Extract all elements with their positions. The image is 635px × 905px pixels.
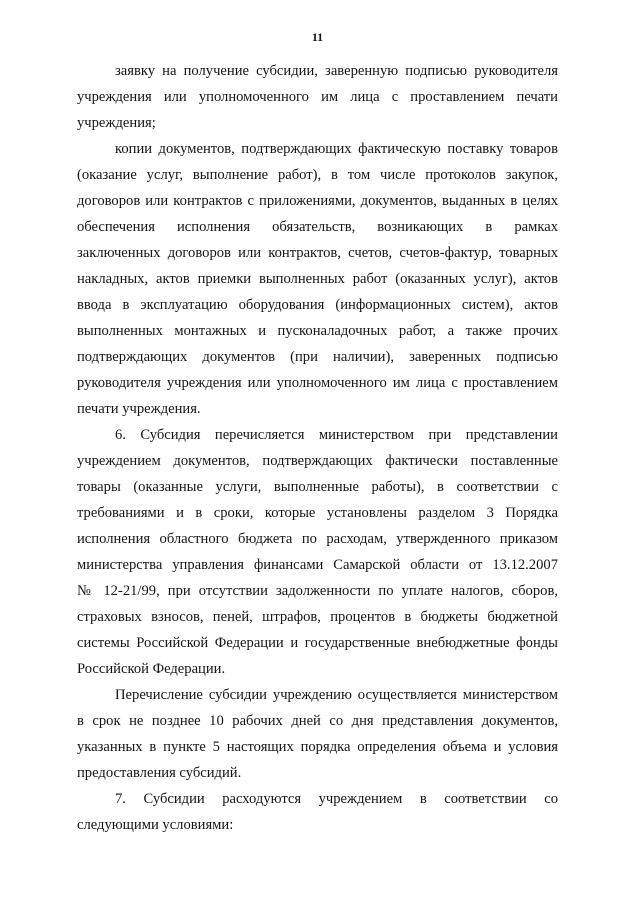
text-line: учреждения; xyxy=(77,115,156,131)
text-line: подтверждающих документов (при наличии), заверенных подписью xyxy=(77,349,558,365)
text-line: системы Российской Федерации и государственные внебюджетные фонды xyxy=(77,635,558,651)
text-line: Российской Федерации. xyxy=(77,661,226,677)
text-line: заявку на получение субсидии, заверенную подписью руководителя xyxy=(115,63,558,79)
text-line: накладных, актов приемки выполненных работ (оказанных услуг), актов xyxy=(77,271,558,287)
text-line: заключенных договоров или контрактов, счетов, счетов-фактур, товарных xyxy=(77,245,558,261)
text-line: исполнения областного бюджета по расходам, утвержденного приказом xyxy=(77,531,558,547)
text-line: договоров или контрактов с приложениями, документов, выданных в целях xyxy=(77,193,558,209)
text-line: требованиями и в сроки, которые установлены разделом 3 Порядка xyxy=(77,505,558,521)
text-line: печати учреждения. xyxy=(77,401,201,417)
text-line: руководителя учреждения или уполномоченного им лица с проставлением xyxy=(77,375,558,391)
text-line: обеспечения исполнения обязательств, возникающих в рамках xyxy=(77,219,558,235)
text-line: следующими условиями: xyxy=(77,817,234,833)
text-line: страховых взносов, пеней, штрафов, процентов в бюджеты бюджетной xyxy=(77,609,558,625)
text-line: 7. Субсидии расходуются учреждением в соответствии со xyxy=(115,791,558,807)
text-line: 6. Субсидия перечисляется министерством при представлении xyxy=(115,427,558,443)
text-line: учреждения или уполномоченного им лица с проставлением печати xyxy=(77,89,558,105)
text-line: ввода в эксплуатацию оборудования (информационных систем), актов xyxy=(77,297,558,313)
text-line: товары (оказанные услуги, выполненные работы), в соответствии с xyxy=(77,479,558,495)
text-line: указанных в пункте 5 настоящих порядка определения объема и условия xyxy=(77,739,558,755)
text-line: министерства управления финансами Самарской области от 13.12.2007 xyxy=(77,557,558,573)
text-line: учреждением документов, подтверждающих фактически поставленные xyxy=(77,453,558,469)
text-line: (оказание услуг, выполнение работ), в том числе протоколов закупок, xyxy=(77,167,558,183)
text-line: предоставления субсидий. xyxy=(77,765,242,781)
text-line: Перечисление субсидии учреждению осуществляется министерством xyxy=(115,687,558,703)
page-number: 11 xyxy=(311,30,324,44)
text-line: № 12-21/99, при отсутствии задолженности по уплате налогов, сборов, xyxy=(77,583,558,599)
text-line: копии документов, подтверждающих фактическую поставку товаров xyxy=(115,141,558,157)
text-line: выполненных монтажных и пусконаладочных работ, а также прочих xyxy=(77,323,558,339)
text-line: в срок не позднее 10 рабочих дней со дня представления документов, xyxy=(77,713,558,729)
